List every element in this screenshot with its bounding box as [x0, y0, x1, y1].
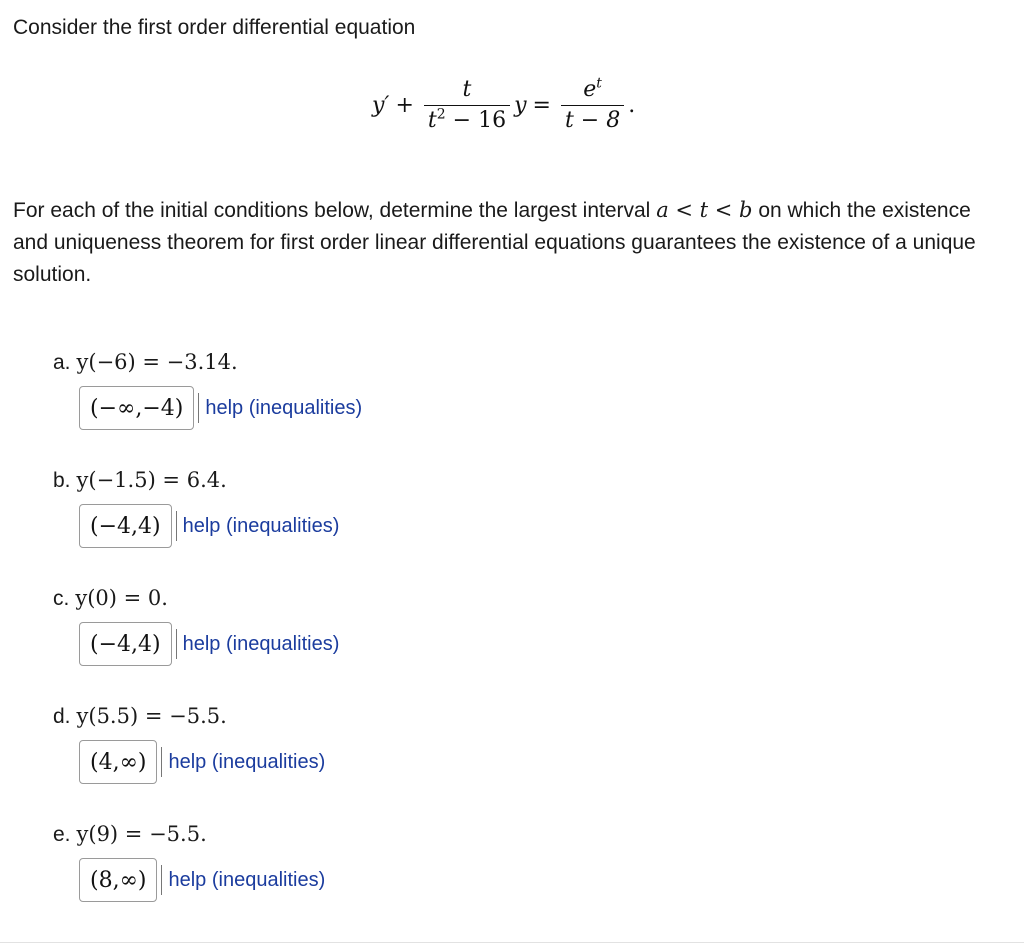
instructions-part1: For each of the initial conditions below, determine the largest interval — [13, 199, 657, 222]
answer-row — [79, 504, 339, 548]
eq-fraction-1 — [424, 78, 510, 133]
help-inequalities-link[interactable]: help (inequalities) — [176, 629, 340, 659]
eq-frac1-numerator: t — [462, 76, 472, 102]
answer-input[interactable]: (8,∞) — [79, 858, 157, 902]
eq-frac1-denominator — [424, 105, 510, 133]
help-inequalities-link[interactable]: help (inequalities) — [161, 865, 325, 895]
part-b — [53, 465, 339, 548]
eq-frac2-denominator: t − 8 — [561, 105, 624, 133]
part-letter: e. — [53, 823, 71, 846]
answer-row — [79, 858, 325, 902]
eq-period: . — [628, 92, 636, 118]
part-label — [53, 701, 325, 732]
part-e — [53, 819, 325, 902]
initial-condition: y(−1.5) = 6.4. — [76, 468, 227, 492]
instructions — [13, 194, 1008, 291]
intro-text: Consider the first order differential equation — [13, 16, 416, 39]
part-letter: b. — [53, 469, 71, 492]
bottom-divider — [0, 942, 1024, 943]
part-a — [53, 347, 362, 430]
part-label — [53, 347, 362, 378]
eq-y-prime: y′ — [372, 92, 390, 118]
answer-row — [79, 740, 325, 784]
part-label — [53, 819, 325, 850]
eq-frac2-num-base: e — [583, 76, 597, 102]
answer-row — [79, 622, 339, 666]
eq-frac2-numerator — [579, 75, 606, 105]
help-inequalities-link[interactable]: help (inequalities) — [198, 393, 362, 423]
answer-input[interactable]: (4,∞) — [79, 740, 157, 784]
eq-frac1-den-rest: − 16 — [452, 107, 507, 133]
eq-frac1-den-base: t — [427, 107, 437, 133]
initial-condition: y(9) = −5.5. — [76, 822, 207, 846]
eq-plus: + — [395, 92, 414, 118]
initial-condition: y(−6) = −3.14. — [76, 350, 238, 374]
eq-equals: = — [532, 92, 551, 118]
instructions-part2: on which the existence and uniqueness theorem for first order linear differential equations guarantees the existence of a unique solution. — [13, 199, 976, 286]
eq-frac2-num-exponent: t — [596, 75, 602, 92]
part-label — [53, 583, 339, 614]
answer-row — [79, 386, 362, 430]
differential-equation — [372, 70, 635, 140]
initial-condition: y(0) = 0. — [75, 586, 168, 610]
part-label — [53, 465, 339, 496]
part-letter: c. — [53, 587, 70, 610]
help-inequalities-link[interactable]: help (inequalities) — [161, 747, 325, 777]
part-d — [53, 701, 325, 784]
part-letter: a. — [53, 351, 71, 374]
eq-y: y — [514, 92, 527, 118]
part-letter: d. — [53, 705, 71, 728]
eq-frac1-den-exponent: 2 — [436, 106, 446, 123]
answer-input[interactable]: (−4,4) — [79, 504, 172, 548]
eq-fraction-2 — [561, 75, 624, 133]
interval-math: a < t < b — [656, 198, 753, 222]
initial-condition: y(5.5) = −5.5. — [76, 704, 227, 728]
help-inequalities-link[interactable]: help (inequalities) — [176, 511, 340, 541]
answer-input[interactable]: (−∞,−4) — [79, 386, 194, 430]
answer-input[interactable]: (−4,4) — [79, 622, 172, 666]
part-c — [53, 583, 339, 666]
